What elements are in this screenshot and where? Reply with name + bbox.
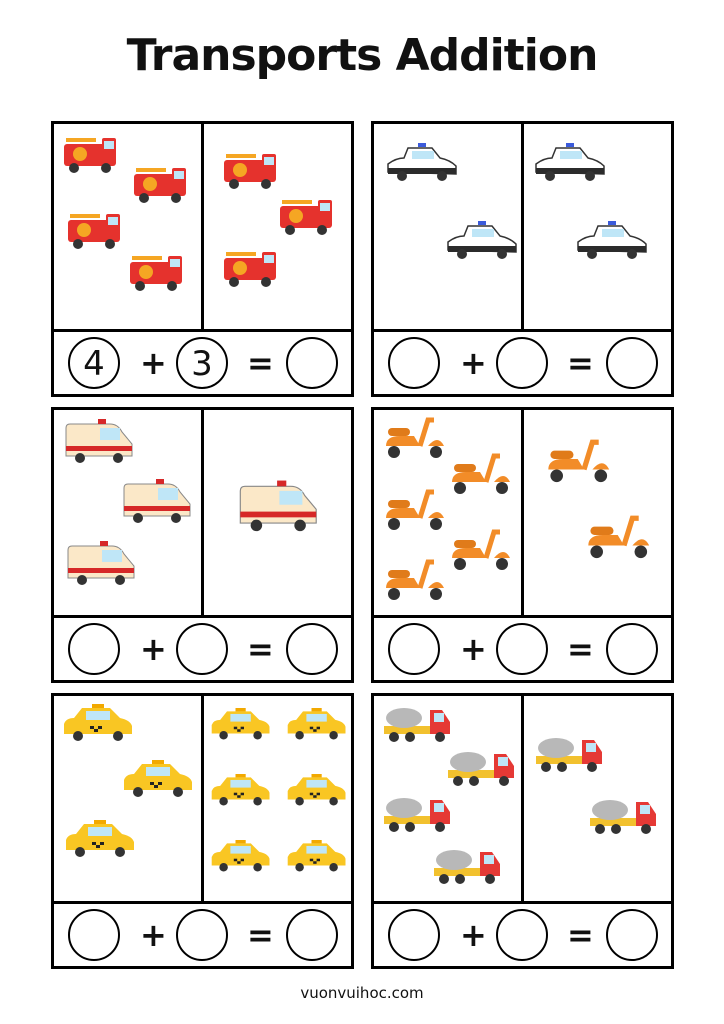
taxi-icon <box>288 708 346 739</box>
addend-circle[interactable] <box>388 909 440 961</box>
plus-sign: + <box>460 630 487 668</box>
scooter-icon <box>386 492 444 530</box>
taxi-icon <box>64 704 132 741</box>
equals-sign: = <box>567 630 594 668</box>
equals-sign: = <box>247 916 274 954</box>
cement-mixer-truck-icon <box>384 708 450 742</box>
police-car-icon <box>448 221 516 259</box>
scooter-icon <box>588 518 649 558</box>
plus-sign: + <box>140 344 167 382</box>
picture-area <box>54 124 351 332</box>
scooter-icon <box>386 562 444 600</box>
fire-truck-group-right <box>204 124 351 329</box>
police-car-group-left <box>374 124 521 329</box>
picture-area <box>54 410 351 618</box>
ambulance-icon <box>66 419 132 463</box>
equation-row <box>54 901 351 966</box>
fire-truck-icon <box>134 168 186 203</box>
ambulance-icon <box>68 541 134 585</box>
addend-circle[interactable] <box>176 909 228 961</box>
addition-card-cement-mixer <box>371 693 674 969</box>
taxi-icon <box>66 820 134 857</box>
cement-mixer-group-right <box>524 696 671 901</box>
fire-truck-icon <box>224 154 276 189</box>
plus-sign: + <box>140 630 167 668</box>
addition-card-taxi <box>51 693 354 969</box>
picture-area <box>374 696 671 904</box>
sum-circle[interactable] <box>286 909 338 961</box>
fire-truck-icon <box>64 138 116 173</box>
addend-circle[interactable]: 4 <box>68 337 120 389</box>
addend-circle[interactable] <box>496 337 548 389</box>
police-car-icon <box>536 143 604 181</box>
fire-truck-icon <box>68 214 120 249</box>
sum-circle[interactable] <box>606 337 658 389</box>
addend-circle[interactable]: 3 <box>176 337 228 389</box>
ambulance-group-left <box>54 410 201 615</box>
addend-circle[interactable] <box>496 623 548 675</box>
equals-sign: = <box>247 344 274 382</box>
equation-row <box>54 329 351 394</box>
sum-circle[interactable] <box>286 623 338 675</box>
taxi-group-left <box>54 696 201 901</box>
addend-circle[interactable] <box>496 909 548 961</box>
addition-card-scooter <box>371 407 674 683</box>
scooter-icon <box>452 532 510 570</box>
taxi-icon <box>212 840 270 871</box>
police-car-group-right <box>524 124 671 329</box>
plus-sign: + <box>460 916 487 954</box>
fire-truck-icon <box>280 200 332 235</box>
plus-sign: + <box>140 916 167 954</box>
equals-sign: = <box>247 630 274 668</box>
equals-sign: = <box>567 916 594 954</box>
sum-circle[interactable] <box>606 909 658 961</box>
cement-mixer-truck-icon <box>448 752 514 786</box>
equation-row <box>374 901 671 966</box>
addend-circle[interactable] <box>68 909 120 961</box>
cement-mixer-truck-icon <box>434 850 500 884</box>
cement-mixer-group-left <box>374 696 521 901</box>
picture-area <box>374 410 671 618</box>
scooter-group-left <box>374 410 521 615</box>
equation-row <box>54 615 351 680</box>
fire-truck-icon <box>130 256 182 291</box>
plus-sign: + <box>460 344 487 382</box>
picture-area <box>54 696 351 904</box>
police-car-icon <box>388 143 456 181</box>
sum-circle[interactable] <box>606 623 658 675</box>
fire-truck-group-left <box>54 124 201 329</box>
addend-circle[interactable] <box>176 623 228 675</box>
taxi-icon <box>212 774 270 805</box>
ambulance-group-right <box>204 410 351 615</box>
taxi-group-right <box>204 696 351 901</box>
footer-website: vuonvuihoc.com <box>300 984 424 1002</box>
addend-circle[interactable] <box>388 337 440 389</box>
addend-circle[interactable] <box>388 623 440 675</box>
taxi-icon <box>288 774 346 805</box>
picture-area <box>374 124 671 332</box>
scooter-icon <box>548 442 609 482</box>
addend-circle[interactable] <box>68 623 120 675</box>
taxi-icon <box>212 708 270 739</box>
addition-card-ambulance <box>51 407 354 683</box>
scooter-icon <box>386 420 444 458</box>
page-title: Transports Addition <box>126 30 598 81</box>
equation-row <box>374 329 671 394</box>
addition-card-fire-truck <box>51 121 354 397</box>
sum-circle[interactable] <box>286 337 338 389</box>
ambulance-icon <box>124 479 190 523</box>
cement-mixer-truck-icon <box>590 800 656 834</box>
scooter-group-right <box>524 410 671 615</box>
equation-row <box>374 615 671 680</box>
taxi-icon <box>288 840 346 871</box>
cement-mixer-truck-icon <box>536 738 602 772</box>
equals-sign: = <box>567 344 594 382</box>
addition-card-police-car <box>371 121 674 397</box>
police-car-icon <box>578 221 646 259</box>
ambulance-icon <box>240 481 316 532</box>
taxi-icon <box>124 760 192 797</box>
scooter-icon <box>452 456 510 494</box>
cement-mixer-truck-icon <box>384 798 450 832</box>
fire-truck-icon <box>224 252 276 287</box>
